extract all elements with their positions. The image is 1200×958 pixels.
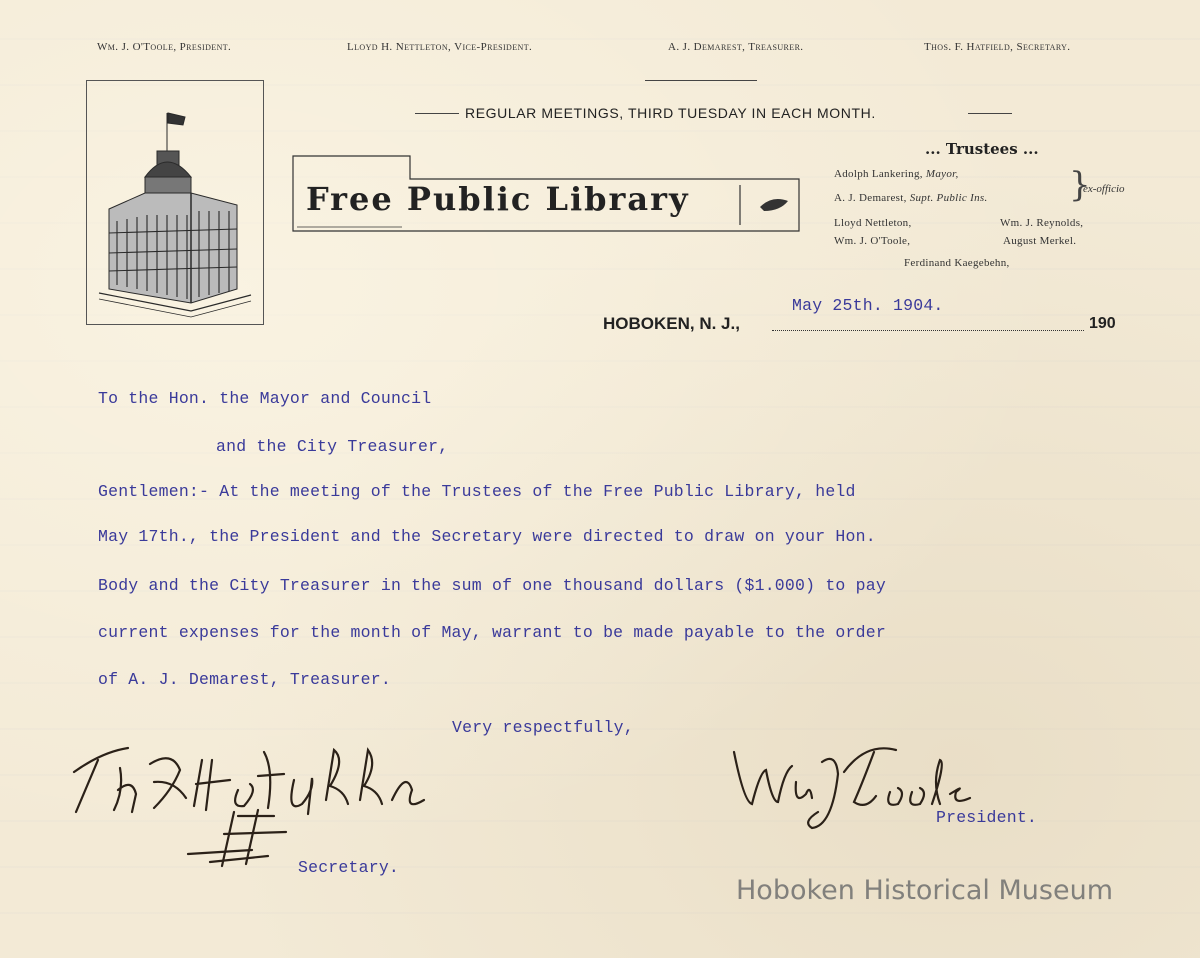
trustee-role: Supt. Public Ins.: [909, 192, 988, 204]
place-label: HOBOKEN, N. J.,: [603, 314, 740, 333]
trustee-name: Adolph Lankering,: [834, 168, 923, 180]
closing-line: Very respectfully,: [452, 718, 634, 737]
body-line-5: of A. J. Demarest, Treasurer.: [98, 670, 391, 689]
salutation-line-1: To the Hon. the Mayor and Council: [98, 389, 432, 408]
trustee-row-4-left: Wm. J. O'Toole,: [834, 235, 911, 247]
trustee-row-2: [834, 192, 988, 204]
trustees-heading: ... Trustees ...: [925, 140, 1039, 158]
library-building-icon: [87, 81, 263, 324]
officer-president: Wm. J. O'Toole, President.: [97, 41, 232, 53]
salutation-line-2: and the City Treasurer,: [216, 437, 449, 456]
divider-right: [968, 113, 1012, 114]
trustee-row-5: Ferdinand Kaegebehn,: [904, 257, 1010, 269]
library-title: Free Public Library: [306, 180, 690, 218]
officer-treasurer: A. J. Demarest, Treasurer.: [668, 41, 804, 53]
meetings-notice: REGULAR MEETINGS, THIRD TUESDAY IN EACH MONTH.: [465, 105, 876, 121]
president-title: President.: [936, 808, 1038, 827]
date-line: [772, 330, 1084, 331]
body-line-3: Body and the City Treasurer in the sum of one thousand dollars ($1.000) to pay: [98, 576, 886, 595]
library-building-illustration: [86, 80, 264, 325]
secretary-title: Secretary.: [298, 858, 400, 877]
trustee-name: A. J. Demarest,: [834, 192, 907, 204]
body-line-1: Gentlemen:- At the meeting of the Trustees of the Free Public Library, held: [98, 482, 856, 501]
divider-left: [415, 113, 459, 114]
trustee-row-1: [834, 168, 959, 180]
leaf-ornament-icon: [760, 199, 788, 211]
ex-officio-label: ex-officio: [1083, 183, 1125, 195]
trustee-row-3-right: Wm. J. Reynolds,: [1000, 217, 1084, 229]
trustee-row-3-left: Lloyd Nettleton,: [834, 217, 912, 229]
museum-watermark: Hoboken Historical Museum: [736, 875, 1114, 906]
trustee-row-4-right: August Merkel.: [1003, 235, 1077, 247]
body-line-2: May 17th., the President and the Secretary were directed to draw on your Hon.: [98, 527, 876, 546]
trustee-role: Mayor,: [925, 168, 959, 180]
year-prefix: 190: [1089, 315, 1116, 332]
body-line-4: current expenses for the month of May, warrant to be made payable to the order: [98, 623, 886, 642]
officer-secretary: Thos. F. Hatfield, Secretary.: [924, 41, 1071, 53]
letter-date: May 25th. 1904.: [792, 296, 944, 315]
brace-symbol: }: [1069, 165, 1091, 205]
divider-short: [645, 80, 757, 81]
officer-vice-president: Lloyd H. Nettleton, Vice-President.: [347, 41, 533, 53]
